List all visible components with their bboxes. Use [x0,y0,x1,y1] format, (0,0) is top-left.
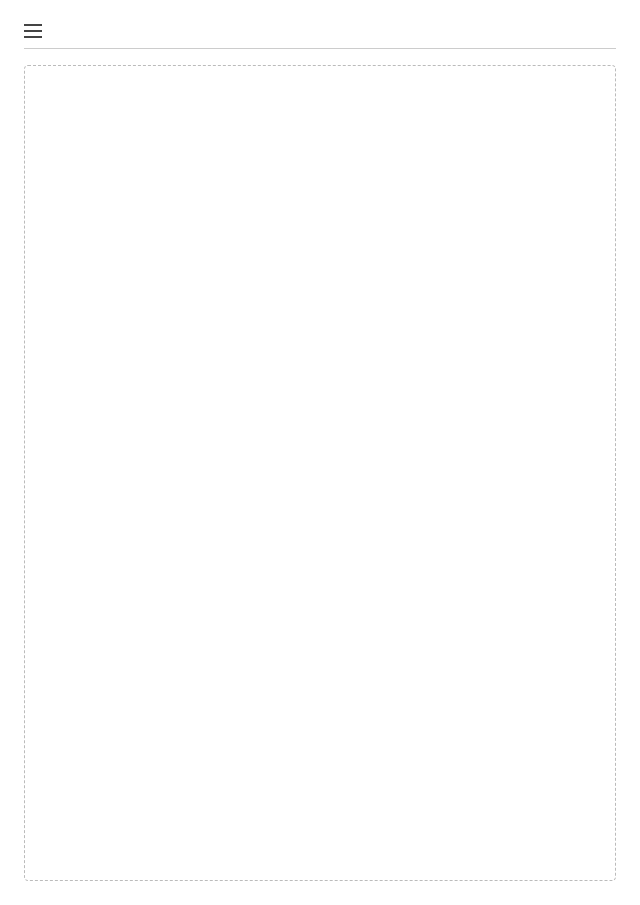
main-content [24,65,616,881]
menu-icon[interactable] [24,24,42,38]
header [24,24,616,49]
